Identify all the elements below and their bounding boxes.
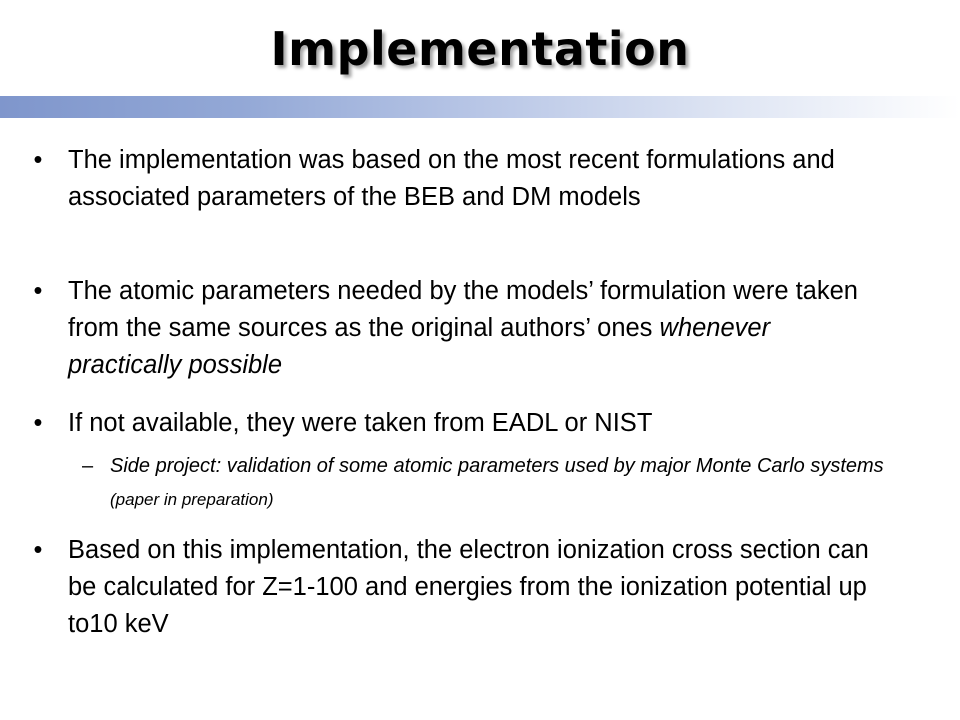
- sub-bullet-glyph: –: [82, 455, 94, 477]
- bullet-text: The atomic parameters needed by the models’ formulation were taken from the same sources as the original authors’ ones: [68, 277, 858, 342]
- bullet-glyph: •: [33, 409, 43, 437]
- bullet-glyph: •: [33, 277, 43, 305]
- bullet-item: [33, 273, 888, 384]
- slide-title: Implementation: [270, 22, 690, 76]
- bullet-text: Based on this implementation, the electron ionization cross section can be calculated for Z=1-100 and energies from the ionization potential up to10 keV: [68, 536, 869, 638]
- sub-bullet-item: [82, 450, 890, 516]
- sub-bullet-text: Side project: validation of some atomic parameters used by major Monte Carlo systems: [110, 455, 884, 477]
- bullet-item: [33, 142, 888, 216]
- bullet-glyph: •: [33, 536, 43, 564]
- sub-bullet-note: (paper in preparation): [110, 490, 274, 509]
- bullet-text-emphasis: whenever practically possible: [68, 314, 771, 379]
- bullet-text: If not available, they were taken from EADL or NIST: [68, 409, 653, 437]
- bullet-item: [33, 532, 888, 643]
- bullet-glyph: •: [33, 146, 43, 174]
- bullet-text: The implementation was based on the most recent formulations and associated parameters of the BEB and DM models: [68, 146, 835, 211]
- bullet-item: [33, 405, 888, 442]
